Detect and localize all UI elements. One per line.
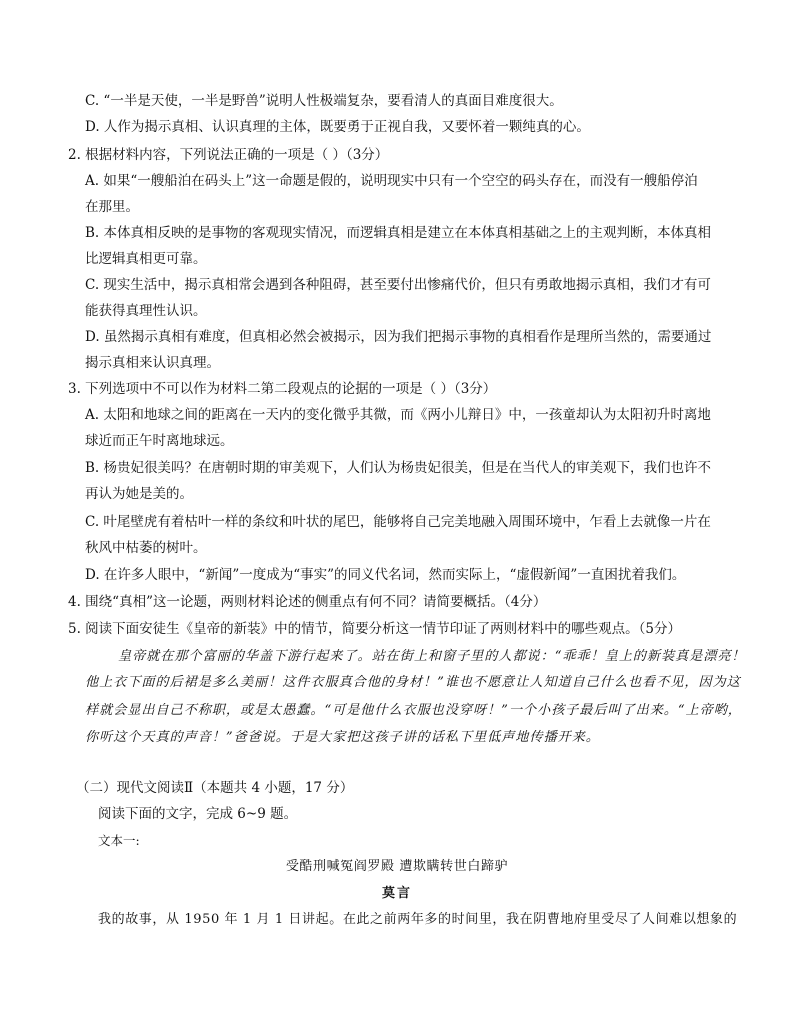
chapter-title: 受酷刑喊冤阎罗殿 遭欺瞒转世白蹄驴: [285, 859, 509, 874]
option-c-q2: C. 现实生活中，揭示真相常会遇到各种阻碍，甚至要付出惨痛代价，但只有勇敢地揭示真相，我们才有可: [85, 277, 711, 293]
option-b-q2-cont: 比逻辑真相更可靠。: [85, 251, 207, 267]
story-excerpt-line-4: 你听这个天真的声音！”爸爸说。于是大家把这孩子讲的话私下里低声地传播开来。: [85, 730, 600, 745]
author-name: 莫言: [381, 886, 412, 901]
question-2: 2. 根据材料内容，下列说法正确的一项是（ ）（3分）: [68, 147, 389, 163]
option-d-q2: D. 虽然揭示真相有难度，但真相必然会被揭示，因为我们把揭示事物的真相看作是理所当然的，需要通过: [85, 329, 712, 345]
option-c-q2-cont: 能获得真理性认识。: [85, 303, 207, 319]
option-d-q2-cont: 揭示真相来认识真理。: [85, 355, 220, 371]
question-5: 5. 阅读下面安徒生《皇帝的新装》中的情节，简要分析这一情节印证了两则材料中的哪些观点。（5分）: [68, 621, 682, 637]
option-b-q3: B. 杨贵妃很美吗？在唐朝时期的审美观下，人们认为杨贵妃很美，但是在当代人的审美观下，我们也许不: [85, 460, 712, 476]
section-heading: （二）现代文阅读Ⅱ（本题共 4 小题，17 分）: [76, 780, 354, 796]
reading-instruction: 阅读下面的文字，完成 6~9 题。: [98, 806, 298, 822]
option-b-q2: B. 本体真相反映的是事物的客观现实情况，而逻辑真相是建立在本体真相基础之上的主观判断，本体真相: [85, 225, 712, 241]
option-c-q3-cont: 秋风中枯萎的树叶。: [85, 540, 207, 556]
option-d-q3: D. 在许多人眼中，“新闻”一度成为“事实”的同义代名词，然而实际上，“虚假新闻”一直困扰着我们。: [85, 567, 686, 583]
option-b-q3-cont: 再认为她是美的。: [85, 486, 193, 502]
story-excerpt-line-3: 样就会显出自己不称职，或是太愚蠢。“可是他什么衣服也没穿呀！”一个小孩子最后叫了出来。“上帝哟，: [85, 703, 742, 718]
option-a-q2-cont: 在那里。: [85, 199, 139, 215]
story-excerpt-line-2: 他上衣下面的后裙是多么美丽！这件衣服真合他的身材！”谁也不愿意让人知道自己什么也看不见，因为这: [85, 675, 741, 690]
body-paragraph-start: 我的故事，从 1950 年 1 月 1 日讲起。在此之前两年多的时间里，我在阴曹地府里受尽了人间难以想象的: [98, 912, 738, 927]
option-a-q3-cont: 球近而正午时离地球远。: [85, 433, 234, 449]
option-c-q1: C. “一半是天使，一半是野兽”说明人性极端复杂，要看清人的真面目难度很大。: [85, 93, 563, 109]
option-d-q1: D. 人作为揭示真相、认识真理的主体，既要勇于正视自我，又要怀着一颗纯真的心。: [85, 119, 590, 135]
option-c-q3: C. 叶尾壁虎有着枯叶一样的条纹和叶状的尾巴，能够将自己完美地融入周围环境中，乍看上去就像一片在: [85, 514, 711, 530]
question-3: 3. 下列选项中不可以作为材料二第二段观点的论据的一项是（ ）（3分）: [68, 381, 497, 397]
story-excerpt-line-1: 皇帝就在那个富丽的华盖下游行起来了。站在街上和窗子里的人都说：“乖乖！皇上的新装真是漂亮！: [118, 649, 746, 664]
text-one-label: 文本一:: [98, 833, 140, 848]
question-4: 4. 围绕“真相”这一论题，两则材料论述的侧重点有何不同？请简要概括。（4分）: [68, 594, 547, 610]
option-a-q3: A. 太阳和地球之间的距离在一天内的变化微乎其微，而《两小儿辩日》中，一孩童却认为太阳初升时离地: [85, 407, 711, 423]
option-a-q2: A. 如果“一艘船泊在码头上”这一命题是假的，说明现实中只有一个空空的码头存在，而没有一艘船停泊: [85, 173, 698, 189]
